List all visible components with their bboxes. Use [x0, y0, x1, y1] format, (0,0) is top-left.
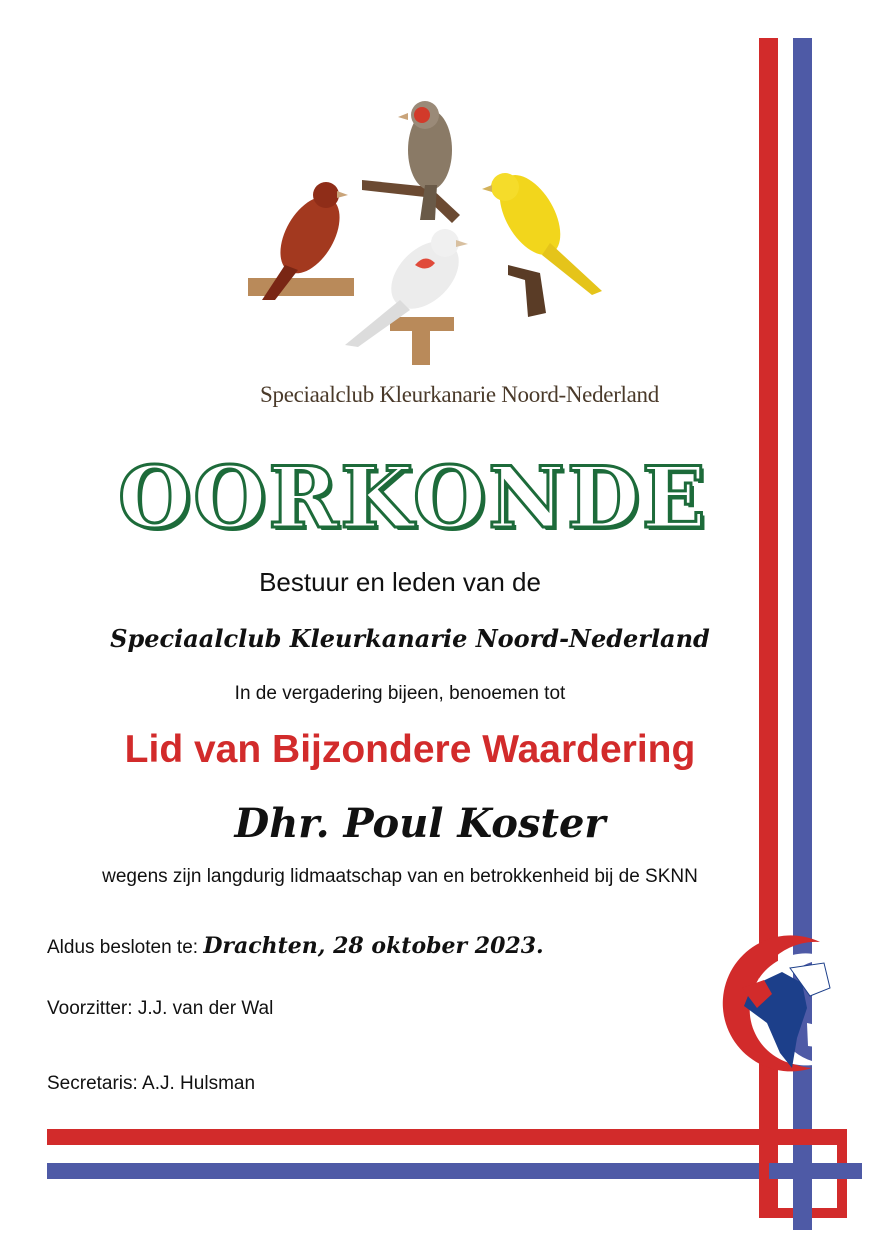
recipient-name: Dhr. Poul Koster [234, 800, 606, 847]
honor-title: Lid van Bijzondere Waardering [124, 728, 696, 771]
page-title: OORKONDE [118, 448, 708, 547]
decided-label: Aldus besloten te: [47, 937, 199, 958]
corner-knot-blue-cross-h [779, 1163, 862, 1179]
club-name: Speciaalclub Kleurkanarie Noord-Nederland [110, 624, 710, 653]
chair-label: Voorzitter: [47, 998, 133, 1019]
intro-text: Bestuur en leden van de [259, 567, 541, 597]
horizontal-blue-stripe [47, 1163, 862, 1179]
reason-text: wegens zijn langdurig lidmaatschap van en betrokkenheid bij de SKNN [102, 866, 698, 887]
canary-birds-illustration [240, 95, 620, 375]
club-logo-text: Speciaalclub Kleurkanarie Noord-Nederland [260, 382, 659, 407]
chair-value: J.J. van der Wal [137, 998, 274, 1019]
decided-value: Drachten, 28 oktober 2023. [203, 933, 544, 959]
yellow-canary-icon [482, 165, 602, 295]
corner-knot-blue-cross [793, 1145, 812, 1230]
horizontal-red-stripe [47, 1129, 847, 1145]
sknn-emblem-icon [712, 928, 842, 1078]
meeting-text: In de vergadering bijeen, benoemen tot [234, 683, 566, 704]
secretary-row [47, 1073, 255, 1095]
chair-row [47, 998, 273, 1020]
secretary-label: Secretaris: [47, 1073, 138, 1094]
secretary-value: A.J. Hulsman [142, 1073, 256, 1094]
decided-row [47, 933, 544, 959]
